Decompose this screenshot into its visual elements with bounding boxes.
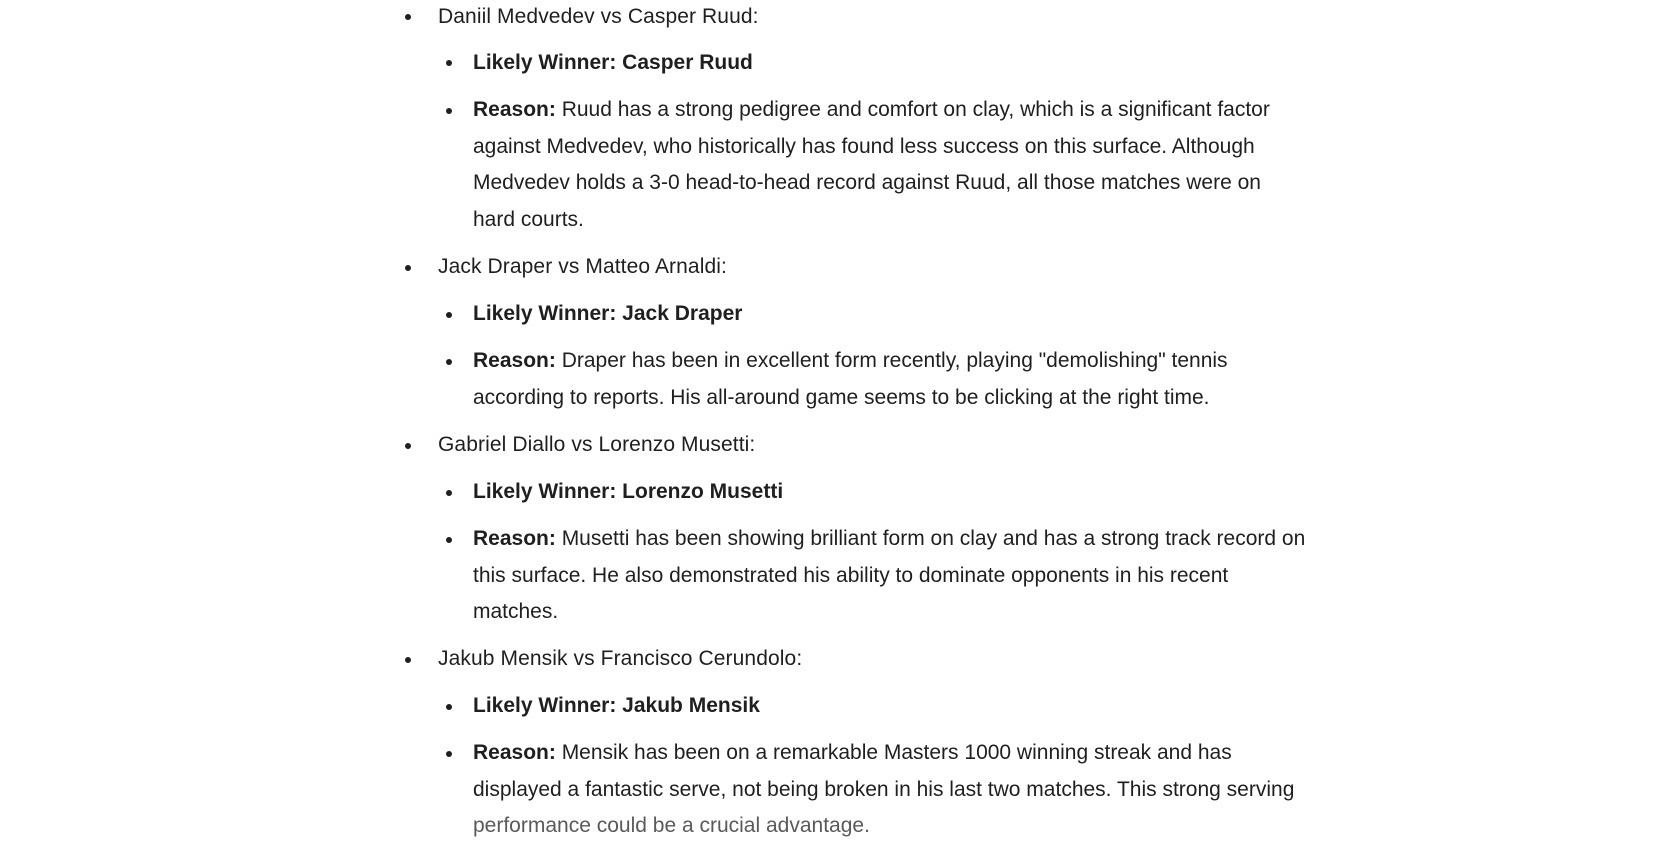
reason-text: displayed a fantastic serve, not being broken in his last two matches. This strong serving <box>473 778 1295 801</box>
reason-text: Ruud has a strong pedigree and comfort on clay, which is a significant factor <box>555 98 1270 121</box>
likely-winner: Likely Winner: Casper Ruud <box>473 51 753 74</box>
bullet-icon <box>446 704 452 710</box>
reason-text: performance could be a crucial advantage. <box>473 814 870 837</box>
reason-label: Reason: <box>473 98 556 121</box>
reason-line <box>473 521 1305 558</box>
bullet-icon <box>446 312 452 318</box>
reason-text: this surface. He also demonstrated his ability to dominate opponents in his recent <box>473 564 1229 587</box>
bullet-icon <box>405 14 411 20</box>
reason-text: matches. <box>473 600 559 623</box>
bullet-icon <box>446 537 452 543</box>
bullet-icon <box>405 443 411 449</box>
match-title: Jakub Mensik vs Francisco Cerundolo: <box>438 647 803 670</box>
bullet-icon <box>446 490 452 496</box>
likely-winner: Likely Winner: Lorenzo Musetti <box>473 480 784 503</box>
reason-line <box>473 735 1232 772</box>
reason-label: Reason: <box>473 741 556 764</box>
reason-text: Musetti has been showing brilliant form on clay and has a strong track record on <box>555 527 1306 550</box>
reason-label: Reason: <box>473 349 556 372</box>
reason-line <box>473 92 1270 129</box>
reason-label: Reason: <box>473 527 556 550</box>
reason-text: Medvedev holds a 3-0 head-to-head record against Ruud, all those matches were on <box>473 171 1261 194</box>
bullet-icon <box>405 265 411 271</box>
match-title: Daniil Medvedev vs Casper Ruud: <box>438 5 759 28</box>
reason-line <box>473 343 1228 380</box>
match-title: Jack Draper vs Matteo Arnaldi: <box>438 255 727 278</box>
reason-text: hard courts. <box>473 208 584 231</box>
likely-winner: Likely Winner: Jack Draper <box>473 302 743 325</box>
reason-text: according to reports. His all-around game seems to be clicking at the right time. <box>473 386 1210 409</box>
reason-text: Mensik has been on a remarkable Masters 1000 winning streak and has <box>555 741 1232 764</box>
bullet-icon <box>446 359 452 365</box>
bullet-icon <box>446 108 452 114</box>
bullet-icon <box>446 60 452 66</box>
reason-text: against Medvedev, who historically has found less success on this surface. Although <box>473 135 1255 158</box>
reason-text: Draper has been in excellent form recently, playing "demolishing" tennis <box>555 349 1228 372</box>
bullet-icon <box>446 751 452 757</box>
bullet-icon <box>405 657 411 663</box>
likely-winner: Likely Winner: Jakub Mensik <box>473 694 760 717</box>
match-title: Gabriel Diallo vs Lorenzo Musetti: <box>438 433 756 456</box>
